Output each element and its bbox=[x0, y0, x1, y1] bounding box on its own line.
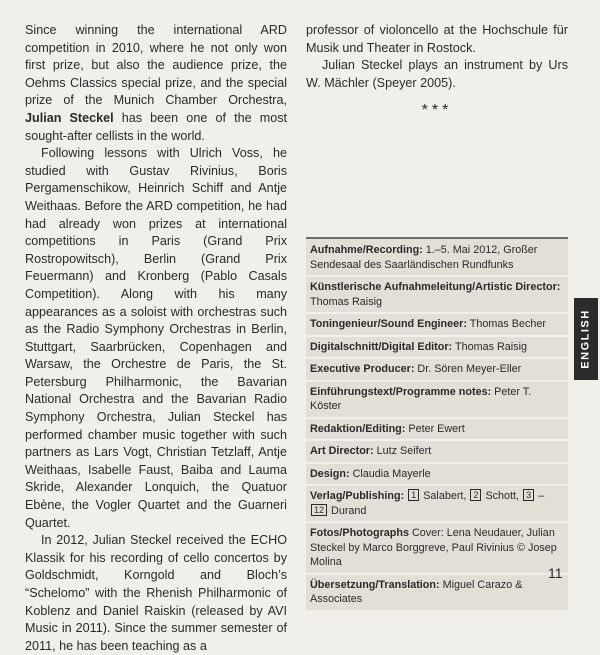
credit-value: Peter Ewert bbox=[405, 422, 465, 435]
credit-key: Toningenieur/Sound Engineer: bbox=[310, 318, 467, 330]
credit-translation bbox=[306, 575, 568, 612]
credit-editing bbox=[306, 419, 568, 442]
credit-publishing bbox=[306, 486, 568, 523]
left-column bbox=[25, 22, 287, 655]
credit-key: Digitalschnitt/Digital Editor: bbox=[310, 340, 453, 353]
credit-art-director bbox=[306, 441, 568, 464]
credit-value: Lutz Seifert bbox=[373, 445, 432, 457]
paragraph-professor: professor of violoncello at the Hochschule für Musik und Theater in Rostock. bbox=[306, 23, 568, 55]
credit-key: Verlag/Publishing: bbox=[310, 490, 405, 502]
credit-key: Übersetzung/Translation: bbox=[310, 578, 440, 591]
credit-photographs bbox=[306, 523, 568, 575]
publisher-name: Schott, bbox=[482, 490, 523, 502]
credit-value: Dr. Sören Meyer-Eller bbox=[414, 363, 522, 375]
language-tab-label: ENGLISH bbox=[580, 309, 592, 369]
credit-key: Art Director: bbox=[310, 445, 374, 457]
range-separator: – bbox=[535, 490, 545, 502]
credit-value: Thomas Raisig bbox=[452, 340, 527, 353]
credit-key: Fotos/Photographs bbox=[310, 527, 409, 539]
credit-key: Redaktion/Editing: bbox=[310, 422, 406, 435]
credit-design bbox=[306, 464, 568, 487]
paragraph-text: has been one of the most sought-after cellists in the world. bbox=[25, 110, 287, 143]
credit-programme-notes bbox=[306, 382, 568, 419]
credit-artistic-director bbox=[306, 277, 568, 314]
credit-key: Executive Producer: bbox=[310, 363, 415, 375]
paragraph-intro bbox=[25, 22, 287, 145]
artist-name: Julian Steckel bbox=[25, 110, 114, 125]
page-number: 11 bbox=[548, 565, 563, 581]
credit-value: Thomas Raisig bbox=[310, 295, 383, 308]
credit-key: Künstlerische Aufnahmeleitung/Artistic Director: bbox=[310, 281, 561, 293]
track-number-box: 1 bbox=[408, 489, 419, 501]
credit-executive-producer bbox=[306, 359, 568, 382]
right-column bbox=[306, 22, 568, 120]
paragraph-awards: In 2012, Julian Steckel received the ECHO Klassik for his recording of cello concertos by Goldschmidt, Korngold and Bloch’s “Schelomo” with the Rhenish Philharmonic of Koblenz and Daniel Raiskin (released by AVI Music in 2011). Since the summer semester of 2011, he has been teaching as a bbox=[25, 533, 287, 653]
language-tab bbox=[574, 298, 598, 380]
paragraph-text: Since winning the international ARD competition in 2010, where he not only won first prize, but also the audience prize, the Oehms Classics special prize, and the special prize of the Munich Chamber Orchestra, bbox=[25, 23, 287, 108]
track-number-box: 2 bbox=[470, 489, 481, 501]
credit-key: Einführungstext/Programme notes: bbox=[310, 385, 492, 398]
paragraph-education: Following lessons with Ulrich Voss, he studied with Gustav Rivinius, Boris Pergamenschikow, Heinrich Schiff and Antje Weithaas. Before the ARD competition, he had had already won prizes at international competitions in Paris (Grand Prix Rostropowitsch), Berlin (Grand Prix Feuermann) and Kronberg (Pablo Casals Competition). Along with his many appearances as a soloist with orchestras such as the Radio Symphony Orchestras in Berlin, Stuttgart, Saarbrücken, Copenhagen and Warsaw, the Orchestre de Paris, the St. Petersburg Philharmonic, the Bavarian National Orchestra and the Bavarian Radio Symphony Orchestra, Julian Steckel has performed chamber music together with such partners as Lars Vogt, Christian Tetzlaff, Antje Weithaas, Isabelle Faust, Baiba and Lauma Skride, Alexander Lonquich, the Quatuor Ebène, the Vogler Quartet and the Guarneri Quartet. bbox=[25, 146, 287, 530]
credit-key: Aufnahme/Recording: bbox=[310, 244, 423, 256]
credit-value: Peter T. Köster bbox=[310, 385, 532, 412]
track-number-box: 12 bbox=[311, 504, 327, 516]
credit-value: Miguel Carazo & Associates bbox=[310, 578, 523, 605]
credit-recording bbox=[306, 239, 568, 277]
credit-value: Thomas Becher bbox=[466, 318, 546, 330]
publisher-name: Salabert, bbox=[420, 490, 470, 502]
credits-table bbox=[306, 237, 568, 612]
credit-value: Cover: Lena Neudauer, Julian Steckel by Marco Borggreve, Paul Rivinius © Josep Molina bbox=[310, 527, 557, 568]
credit-digital-editor bbox=[306, 337, 568, 360]
section-separator: *** bbox=[421, 102, 453, 120]
credit-value: Claudia Mayerle bbox=[349, 467, 431, 480]
credit-key: Design: bbox=[310, 467, 350, 480]
paragraph-instrument: Julian Steckel plays an instrument by Urs W. Mächler (Speyer 2005). bbox=[306, 58, 568, 90]
publisher-name: Durand bbox=[328, 504, 367, 517]
track-number-box: 3 bbox=[523, 489, 534, 501]
credit-sound-engineer bbox=[306, 314, 568, 337]
credit-value: 1.–5. Mai 2012, Großer Sendesaal des Saarländischen Rundfunks bbox=[310, 244, 538, 271]
